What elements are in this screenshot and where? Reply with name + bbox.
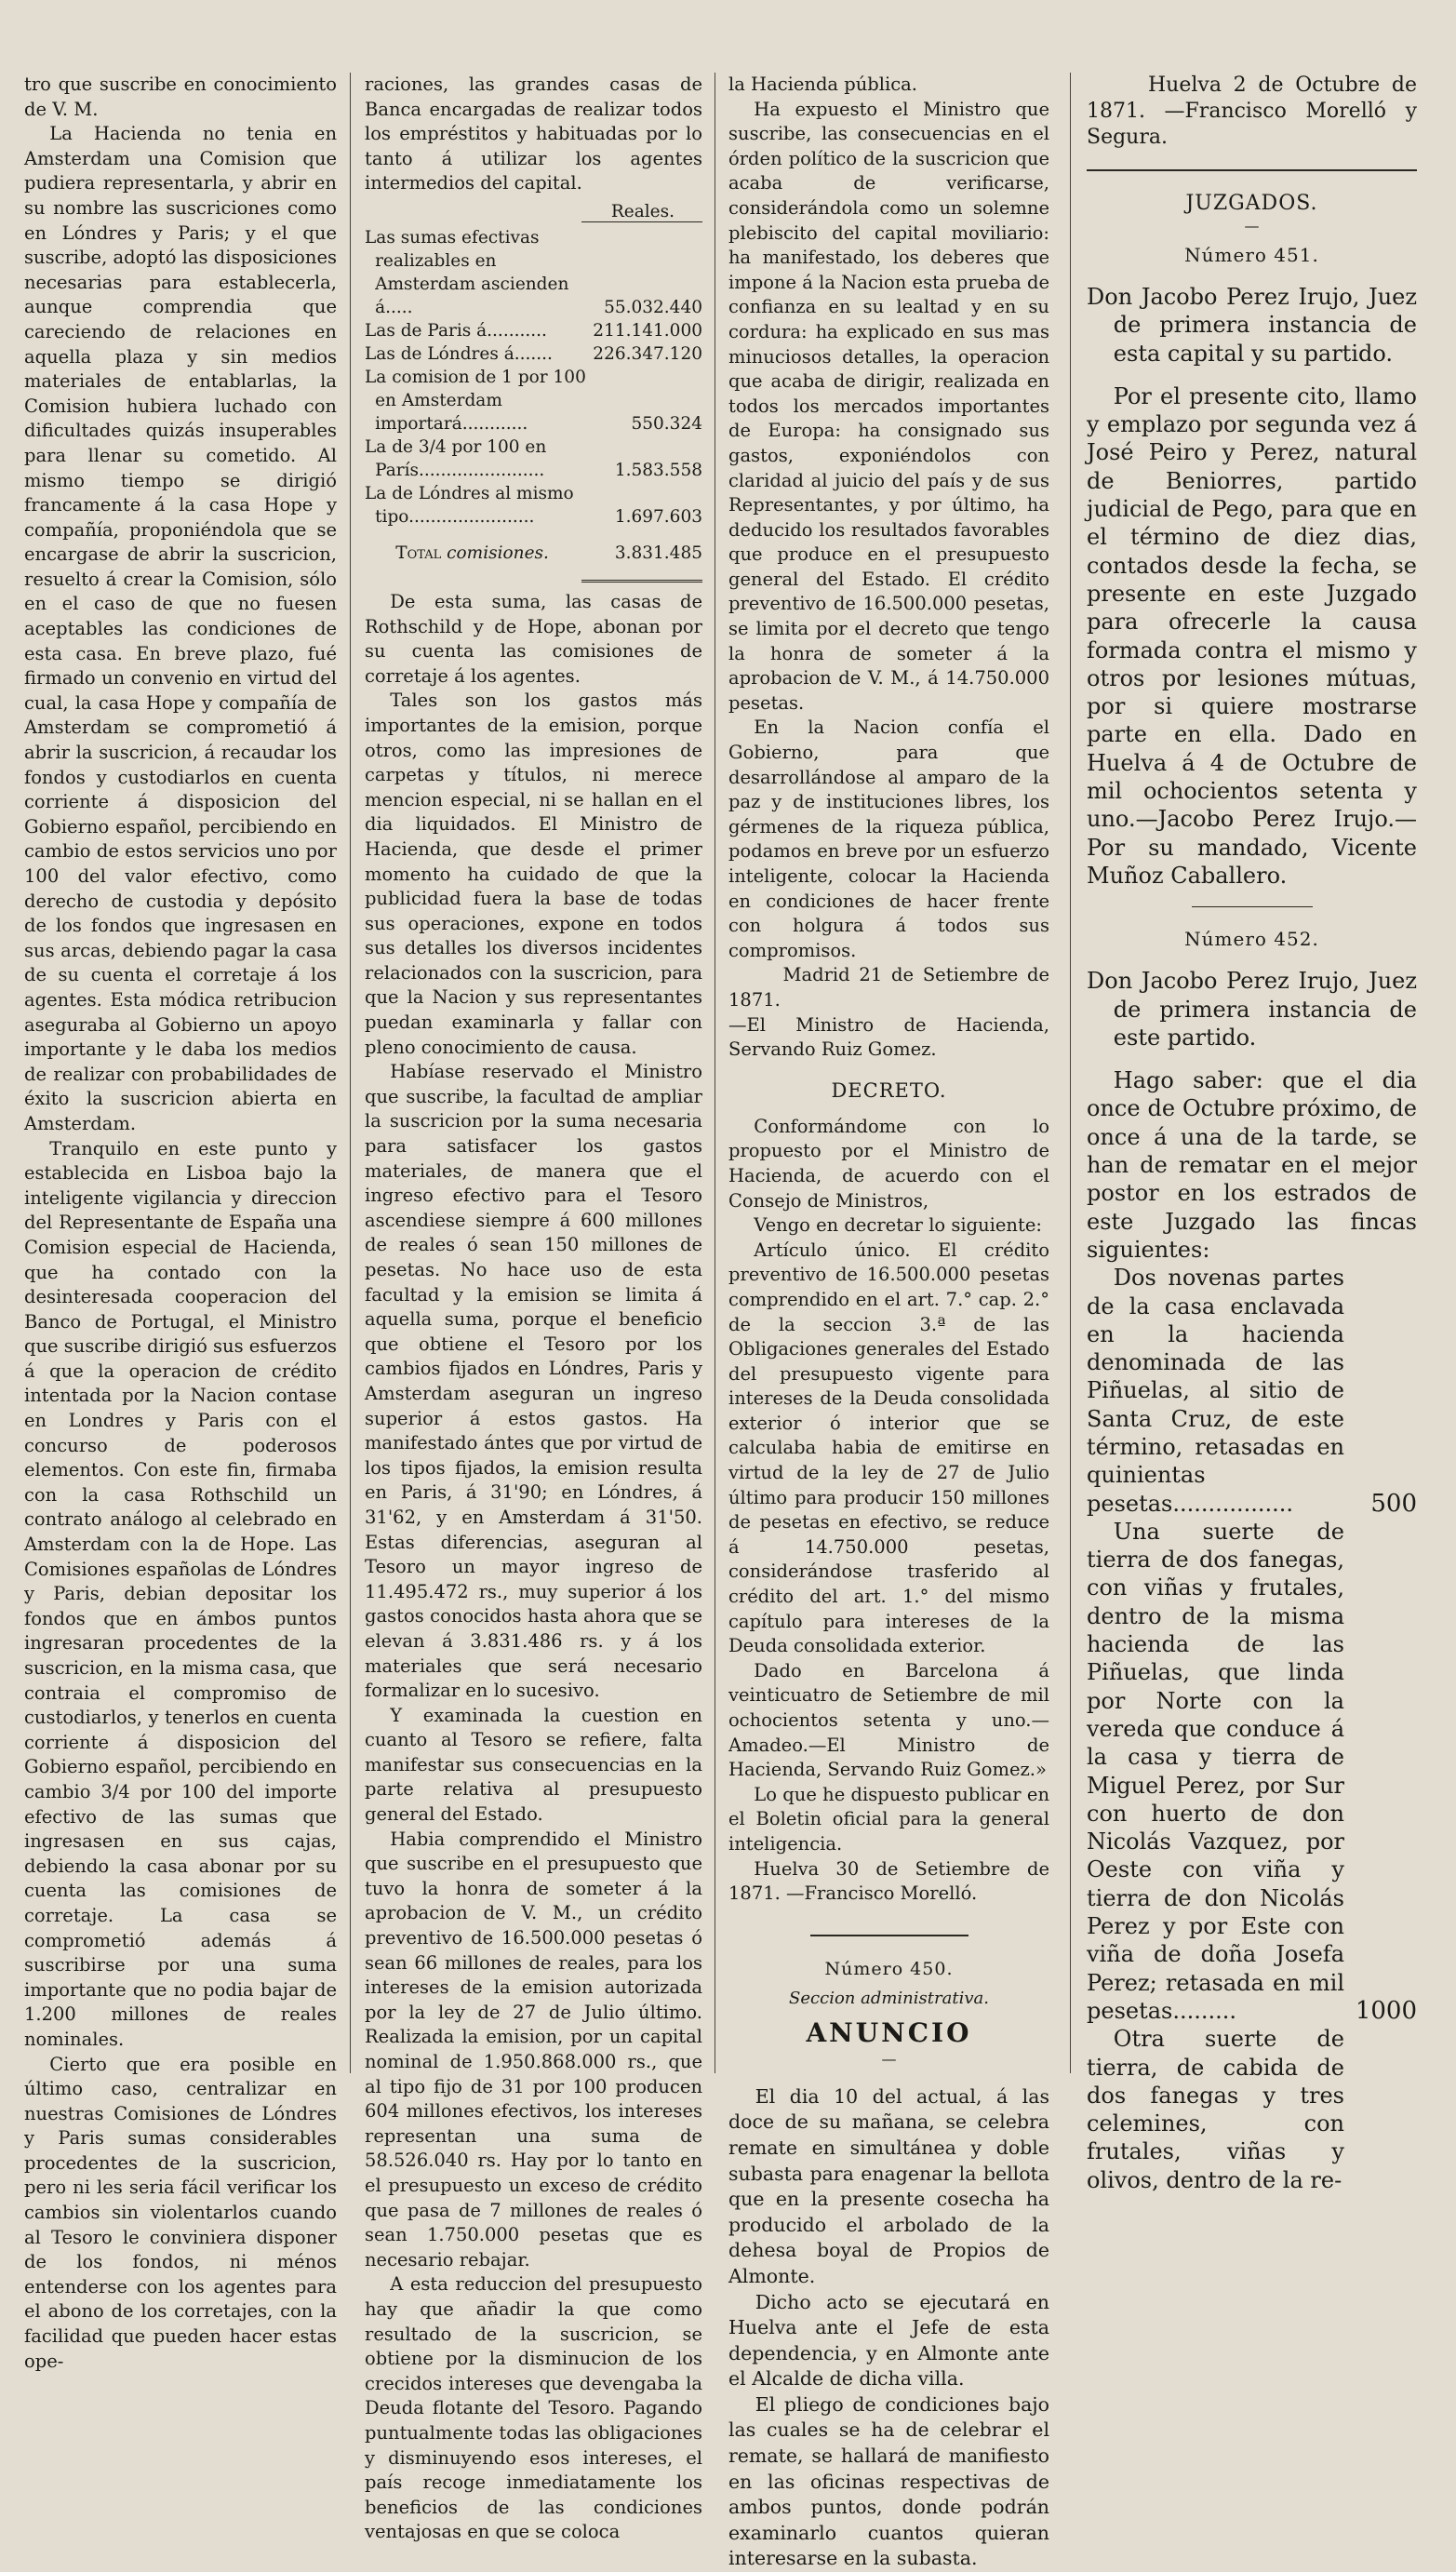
column-rule (1070, 73, 1071, 2073)
row-value: 226.347.120 (593, 343, 702, 364)
item-value: 500 (1370, 1489, 1417, 1518)
signature-name: —El Ministro de Hacienda, Servando Ruiz Gomez. (728, 1013, 1049, 1061)
total-row (365, 529, 702, 565)
judge-heading (1087, 283, 1417, 368)
paragraph: Lo que he dispuesto publicar en el Boletin oficial para la general inteligencia. (728, 1783, 1049, 1855)
row-label: La de 3/4 por 100 en París....................... (365, 436, 547, 480)
table-row (365, 482, 702, 529)
row-value: 55.032.440 (604, 297, 702, 317)
total-word: Total (395, 543, 442, 563)
row-value: 211.141.000 (593, 320, 702, 341)
paragraph: raciones, las grandes casas de Banca encargadas de realizar todos los empréstitos y habituadas por lo tanto á utilizar los agentes intermedios del capital. (365, 74, 702, 194)
paragraph: Tales son los gastos más importantes de la emision, porque otros, como las impresiones de carpetas y títulos, ni merece mencion especial, ni se hallan en el dia liquidados. El Ministro de Hacienda, que desde el primer momento ha cuidado de que la publicidad fuera la base de todas sus operaciones, expone en todos sus detalles los diversos incidentes relacionados con la suscricion, para que la Nacion y sus representantes puedan examinarla y fallar con pleno conocimiento de causa. (365, 690, 702, 1058)
signature: Huelva 2 de Octubre de 1871. —Francisco Morelló y Segura. (1087, 74, 1417, 149)
row-label: La comision de 1 por 100 en Amsterdam importará............ (365, 367, 586, 434)
paragraph: Conformándome con lo propuesto por el Ministro de Hacienda, de acuerdo con el Consejo de Ministros, (728, 1115, 1049, 1212)
table-row (365, 226, 702, 319)
paragraph: La Hacienda no tenia en Amsterdam una Comision que pudiera representarla, y abrir en su nombre las suscriciones como en Lóndres y Paris; y el que suscribe, adoptó las disposiciones necesarias para establecerla, aunque comprendia que careciendo de relaciones en aquella plaza y sin medios materiales de entablarlas, la Comision hubiera luchado con dificultades quizás insuperables para llenar su cometido. Al mismo tiempo se dirigió francamente á la casa Hope y compañía, proponiéndola que se encargase de abrir la suscricion, resuelto á crear la Comision, sólo en el caso de que no fuesen aceptables las condiciones de esta casa. En breve plazo, fué firmado un convenio en virtud del cual, la casa Hope y compañía de Amsterdam se comprometió á abrir la suscricion, á recaudar los fondos y custodiarlos en cuenta corriente á disposicion del Gobierno español, percibiendo en cambio de estos servicios uno por 100 del valor efectivo, como derecho de custodia y depósito de los fondos que ingresasen en sus arcas, debiendo pagar la casa de su cuenta el corretaje á los agentes. Esta módica retribucion aseguraba al Gobierno un apoyo importante y le daba los medios de realizar con probabilidades de éxito la suscricion abierta en Amsterdam. (24, 123, 337, 1134)
table-row (365, 435, 702, 482)
figures-table (365, 226, 702, 565)
decree-heading: DECRETO. (831, 1078, 947, 1102)
figures-header: Reales. (610, 201, 675, 221)
section-divider (1192, 906, 1313, 907)
paragraph: Y examinada la cuestion en cuanto al Tesoro se refiere, falta manifestar sus consecuencias en la parte relativa al presupuesto general del Estado. (365, 1704, 702, 1826)
paragraph: Dicho acto se ejecutará en Huelva ante el Jefe de esta dependencia, y en Almonte ante el Alcalde de dicha villa. (728, 2290, 1049, 2391)
column-rule (350, 73, 351, 2073)
total-rule (581, 580, 702, 583)
notice-title: ANUNCIO (806, 2016, 972, 2048)
section-divider (810, 1935, 968, 1936)
item-text: Una suerte de tierra de dos fanegas, con viñas y frutales, dentro de la misma hacienda de las Piñuelas, que linda por Norte con la vereda que conduce á la casa y tierra de Miguel Perez, por Sur con huerto de don Nicolás Vazquez, por Oeste con viña y tierra de don Nicolás Perez y por Este con viña de doña Josefa Perez; retasada en mil pesetas......... (1087, 1518, 1344, 2024)
paragraph: Cierto que era posible en último caso, centralizar en nuestras Comisiones de Lóndres y Paris sumas considerables procedentes de la suscricion, pero ni les seria fácil verificar los cambios sin violentarlos cuando al Tesoro le conviniera disponer de los fondos, ni ménos entenderse con los agentes para el abono de los corretajes, con la facilidad que pueden hacer estas ope- (24, 2053, 337, 2372)
total-value: 3.831.485 (614, 543, 702, 563)
figures-header-rule (581, 221, 702, 222)
total-word-italic: comisiones. (447, 543, 549, 563)
item-value: 1000 (1355, 1997, 1417, 2026)
column-2 (365, 73, 702, 2543)
judge-heading (1087, 967, 1417, 1052)
signature: Huelva 30 de Setiembre de 1871. —Francisco Morelló. (728, 1857, 1049, 1905)
table-row (365, 366, 702, 435)
paragraph: El dia 10 del actual, á las doce de su mañana, se celebra remate en simultánea y doble subasta para enagenar la bellota que en la presente cosecha ha producido el arbolado de la dehesa boyal de Propios de Almonte. (728, 2084, 1049, 2287)
signature-date: Madrid 21 de Setiembre de 1871. (728, 964, 1049, 1011)
section-heading: JUZGADOS. (1185, 192, 1318, 215)
paragraph: Tranquilo en este punto y establecida en Lisboa bajo la inteligente vigilancia y direccion del Representante de España una Comision especial de Hacienda, que ha contado con la desinteresada cooperacion del Banco de Portugal, el Ministro que suscribe dirigió sus esfuerzos á que la operacion de crédito intentada por la Nacion contase en Londres y Paris con el concurso de poderosos elementos. Con este fin, firmaba con la casa Rothschild un contrato análogo al celebrado en Amsterdam con la de Hope. Las Comisiones españolas de Lóndres y Paris, debian depositar los fondos que en ámbos puntos ingresaran procedentes de la suscricion, en la misma casa, que contraia el compromiso de custodiarlos, y tenerlos en cuenta corriente á disposicion del Gobierno español, percibiendo en cambio 3/4 por 100 del importe efectivo de las sumas que ingresasen en sus cajas, debiendo la casa abonar por su cuenta las comisiones de corretaje. La casa se comprometió además á suscribirse por una suma importante que no podia bajar de 1.200 millones de reales nominales. (24, 1137, 337, 2050)
paragraph: Habíase reservado el Ministro que suscribe, la facultad de ampliar la suscricion por la suma necesaria para satisfacer los gastos materiales, de manera que el ingreso efectivo para el Tesoro ascendiese siempre á 600 millones de reales ó sean 150 millones de pesetas. No hace uso de esta facultad y la emision se limita á aquella suma, porque el beneficio que obtiene el Tesoro por los cambios fijados en Lóndres, Paris y Amsterdam aseguran un ingreso superior á estos gastos. Ha manifestado ántes que por virtud de los tipos fijados, la emision resulta en Paris, á 31'90; en Lóndres, á 31'62, y en Amsterdam á 31'50. Estas diferencias, aseguran al Tesoro un mayor ingreso de 11.495.472 rs., muy superior á los gastos conocidos hasta ahora que se elevan á 3.831.486 rs. y á los materiales que será necesario formalizar en lo sucesivo. (365, 1061, 702, 1702)
list-item (1087, 1264, 1417, 1518)
paragraph: tro que suscribe en conocimiento de V. M. (24, 74, 337, 120)
total-label (365, 529, 588, 565)
paragraph: Dado en Barcelona á veinticuatro de Setiembre de mil ochocientos setenta y uno.—Amadeo.—El Ministro de Hacienda, Servando Ruiz Gomez.» (728, 1659, 1049, 1781)
notice-number: Número 450. (824, 1958, 954, 1979)
notice-number: Número 451. (1184, 244, 1319, 266)
judge-heading-text: Don Jacobo Perez Irujo, Juez de primera instancia de esta capital y su partido. (1087, 284, 1417, 367)
item-text: Dos novenas partes de la casa enclavada en la hacienda denominada de las Piñuelas, al sitio de Santa Cruz, de este término, retasadas en quinientas pesetas................. (1087, 1265, 1344, 1517)
column-1 (24, 73, 337, 2372)
row-label: Las de Paris á........... (365, 320, 547, 341)
row-label: Las de Lóndres á....... (365, 343, 553, 364)
paragraph: Ha expuesto el Ministro que suscribe, las consecuencias en el órden político de la suscricion que acaba de verificarse, considerándola como un solemne plebiscito del capital moviliario: ha manifestado, los deberes que impone á la Nacion esta prueba de confianza en su lealtad y en su cordura: ha explicado en sus mas minuciosos detalles, la operacion que acaba de dirigir, realizada en todos los mercados importantes de Europa: ha consignado sus gastos, exponiéndolos con claridad al juicio del país y de sus Representantes, y por último, ha deducido los resultados favorables que produce en el presupuesto general del Estado. El crédito preventivo de 16.500.000 pesetas, se limita por el decreto que tengo la honra de someter á la aprobacion de V. M., á 14.750.000 pesetas. (728, 98, 1049, 714)
item-text: Otra suerte de tierra, de cabida de dos fanegas y tres celemines, con frutales, viñas y olivos, dentro de la re- (1087, 2026, 1344, 2193)
row-value: 1.697.603 (614, 506, 702, 527)
paragraph: De esta suma, las casas de Rothschild y de Hope, abonan por su cuenta las comisiones de corretaje á los agentes. (365, 590, 702, 687)
paragraph: Hago saber: que el dia once de Octubre próximo, de once á una de la tarde, se han de rematar en el mejor postor en los estrados de este Juzgado las fincas siguientes: (1087, 1067, 1417, 1263)
row-value: 1.583.558 (614, 460, 702, 480)
paragraph: Vengo en decretar lo siguiente: (754, 1214, 1042, 1237)
paragraph: la Hacienda pública. (728, 74, 917, 95)
title-dash: — (881, 2049, 897, 2068)
row-label: Las sumas efectivas realizables en Amsterdam ascienden á..... (365, 227, 569, 317)
table-row (365, 319, 702, 342)
list-item (1087, 2025, 1417, 2194)
column-4 (1087, 73, 1417, 2193)
row-label: La de Lóndres al mismo tipo....................... (365, 483, 574, 527)
list-item (1087, 1518, 1417, 2025)
section-divider (1087, 169, 1417, 171)
paragraph: El pliego de condiciones bajo las cuales se ha de celebrar el remate, se hallará de manifiesto en las oficinas respectivas de ambos puntos, donde podrán examinarlo cuantos quieran interesarse en la subasta. (728, 2392, 1049, 2570)
column-3 (728, 73, 1049, 2570)
paragraph: A esta reduccion del presupuesto hay que añadir la que como resultado de la suscricion, se obtiene por la disminucion de los crecidos intereses que devengaba la Deuda flotante del Tesoro. Pagando puntualmente todas las obligaciones y disminuyendo esos intereses, el país recoge inmediatamente los beneficios de las condiciones ventajosas en que se coloca (365, 2273, 702, 2543)
row-value: 550.324 (631, 413, 702, 434)
paragraph: Por el presente cito, llamo y emplazo por segunda vez á José Peiro y Perez, natural de Beniorres, partido judicial de Pego, para que en el término de diez dias, contados desde la fecha, se presente en este Juzgado para ofrecerle la causa formada contra el mismo y otros por lesiones mútuas, por si quiere mostrarse parte en ella. Dado en Huelva á 4 de Octubre de mil ochocientos setenta y uno.—Jacobo Perez Irujo.—Por su mandado, Vicente Muñoz Caballero. (1087, 382, 1417, 889)
paragraph: Artículo único. El crédito preventivo de 16.500.000 pesetas comprendido en el art. 7.° cap. 2.° de la seccion 3.ª de las Obligaciones generales del Estado del presupuesto vigente para intereses de la Deuda consolidada exterior ó interior que se calculaba habia de emitirse en virtud de la ley de 27 de Julio último para producir 150 millones de pesetas en efectivo, se reduce á 14.750.000 pesetas, considerándose trasferido al crédito del art. 1.° del mismo capítulo para intereses de la Deuda consolidada exterior. (728, 1239, 1049, 1657)
heading-dash: — (1244, 217, 1260, 234)
paragraph: En la Nacion confía el Gobierno, para que desarrollándose al amparo de la paz y de instituciones libres, los gérmenes de la riqueza pública, podamos en breve por un esfuerzo inteligente, colocar la Hacienda en condiciones de hacer frente con holgura á todos sus compromisos. (728, 717, 1049, 961)
notice-number: Número 452. (1184, 928, 1319, 951)
paragraph: Habia comprendido el Ministro que suscribe en el presupuesto que tuvo la honra de someter á la aprobacion de V. M., un crédito preventivo de 16.500.000 pesetas ó sean 66 millones de reales, para los intereses de la emision autorizada por la ley de 27 de Julio último. Realizada la emision, por un capital nominal de 1.950.868.000 rs., que al tipo fijo de 31 por 100 producen 604 millones efectivos, los intereses representan una suma de 58.526.040 rs. Hay por lo tanto en el presupuesto un exceso de crédito que pasa de 7 millones de reales ó sean 1.750.000 pesetas que es necesario rebajar. (365, 1828, 702, 2271)
section-subheading: Seccion administrativa. (789, 1988, 989, 2008)
table-row (365, 342, 702, 366)
judge-heading-text: Don Jacobo Perez Irujo, Juez de primera instancia de este partido. (1087, 968, 1417, 1051)
